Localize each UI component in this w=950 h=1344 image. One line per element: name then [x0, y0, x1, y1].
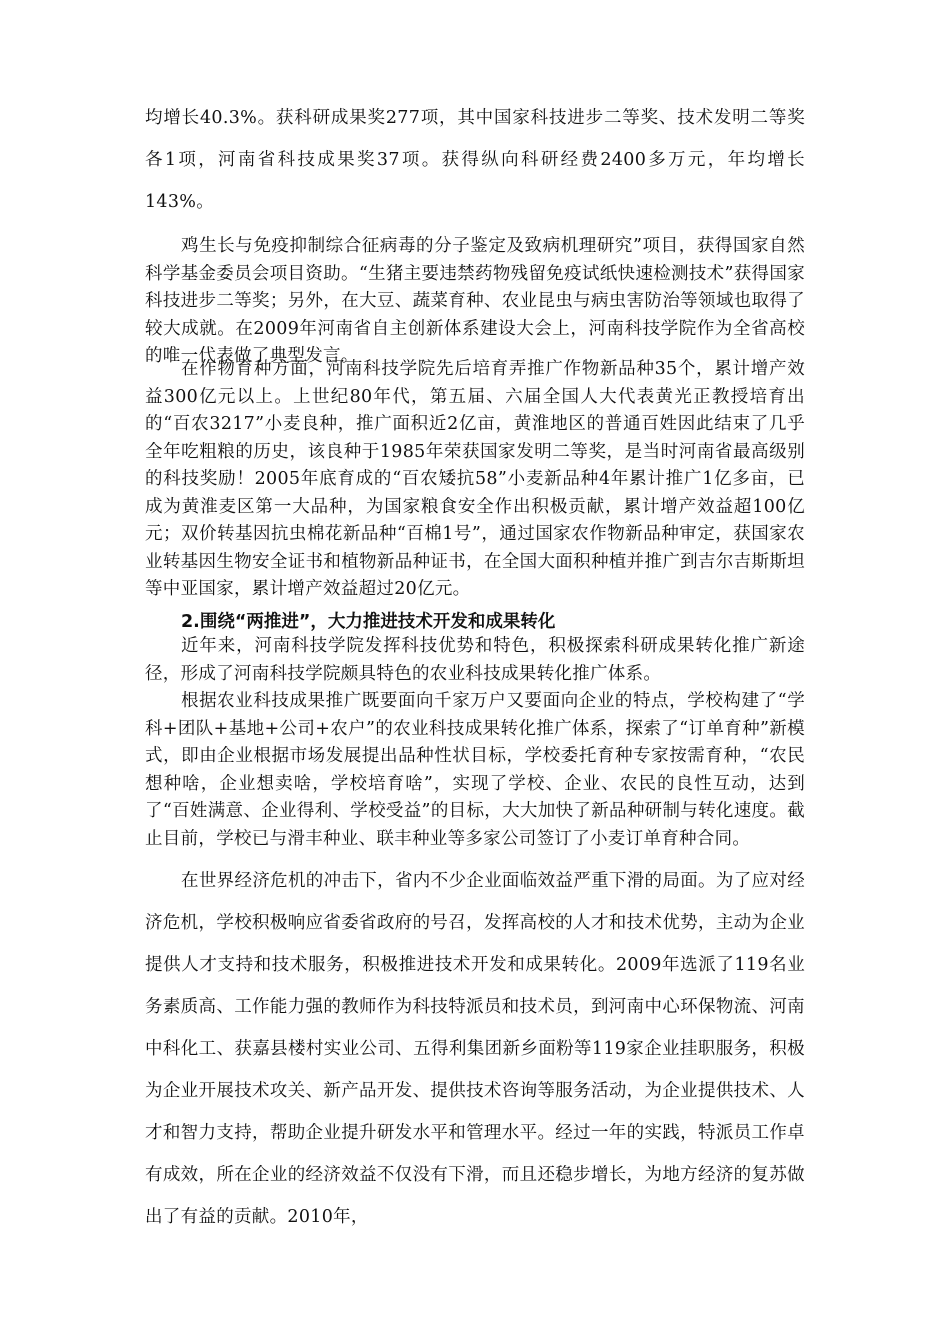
paragraph-crop-breeding: 在作物育种方面，河南科技学院先后培育弄推广作物新品种35个，累计增产效益300亿元以上。上世纪80年代，第五届、六届全国人大代表黄光正教授培育出的“百农3217”小麦良种，推广面积近2亿亩，黄淮地区的普通百姓因此结束了几乎全年吃粗粮的历史，该良种于1985年荣获国家发明二等奖，是当时河南省最高级别的科技奖励！2005年底育成的“百农矮抗58”小麦新品种4年累计推广1亿多亩，已成为黄淮麦区第一大品种，为国家粮食安全作出积极贡献，累计增产效益超100亿元；双价转基因抗虫棉花新品种“百棉1号”，通过国家农作物新品种审定，获国家农业转基因生物安全证书和植物新品种证书，在全国大面积种植并推广到吉尔吉斯斯坦等中亚国家，累计增产效益超过20亿元。 [145, 359, 805, 599]
paragraph-order-breeding: 根据农业科技成果推广既要面向千家万户又要面向企业的特点，学校构建了“学科+团队+基地+公司+农户”的农业科技成果转化推广体系，探索了“订单育种”新模式，即由企业根据市场发展提出品种性状目标，学校委托育种专家按需育种，“农民想种啥，企业想卖啥，学校培育啥”，实现了学校、企业、农民的良性互动，达到了“百姓满意、企业得利、学校受益”的目标，大大加快了新品种研制与转化速度。截止目前，学校已与滑丰种业、联丰种业等多家公司签订了小麦订单育种合同。 [145, 691, 805, 849]
section-heading: 2.围绕“两推进”，大力推进技术开发和成果转化 [181, 612, 556, 632]
paragraph-transfer-system: 近年来，河南科技学院发挥科技优势和特色，积极探索科研成果转化推广新途径，形成了河南科技学院颇具特色的农业科技成果转化推广体系。 [145, 636, 805, 684]
paragraph-economic-crisis: 在世界经济危机的冲击下，省内不少企业面临效益严重下滑的局面。为了应对经济危机，学校积极响应省委省政府的号召，发挥高校的人才和技术优势，主动为企业提供人才支持和技术服务，积极推进技术开发和成果转化。2009年选派了119名业务素质高、工作能力强的教师作为科技特派员和技术员，到河南中心环保物流、河南中科化工、获嘉县楼村实业公司、五得利集团新乡面粉等119家企业挂职服务，积极为企业开展技术攻关、新产品开发、提供技术咨询等服务活动，为企业提供技术、人才和智力支持，帮助企业提升研发水平和管理水平。经过一年的实践，特派员工作卓有成效，所在企业的经济效益不仅没有下滑，而且还稳步增长，为地方经济的复苏做出了有益的贡献。2010年， [145, 871, 805, 1227]
paragraph-virus-research: 鸡生长与免疫抑制综合征病毒的分子鉴定及致病机理研究”项目，获得国家自然科学基金委员会项目资助。“生猪主要违禁药物残留免疫试纸快速检测技术”获得国家科技进步二等奖；另外，在大豆、蔬菜育种、农业昆虫与病虫害防治等领域也取得了较大成就。在2009年河南省自主创新体系建设大会上，河南科技学院作为全省高校的唯一代表做了典型发言。 [145, 236, 805, 366]
paragraph-research-awards: 均增长40.3%。获科研成果奖277项，其中国家科技进步二等奖、技术发明二等奖各1项，河南省科技成果奖37项。获得纵向科研经费2400多万元，年均增长143%。 [145, 108, 805, 212]
